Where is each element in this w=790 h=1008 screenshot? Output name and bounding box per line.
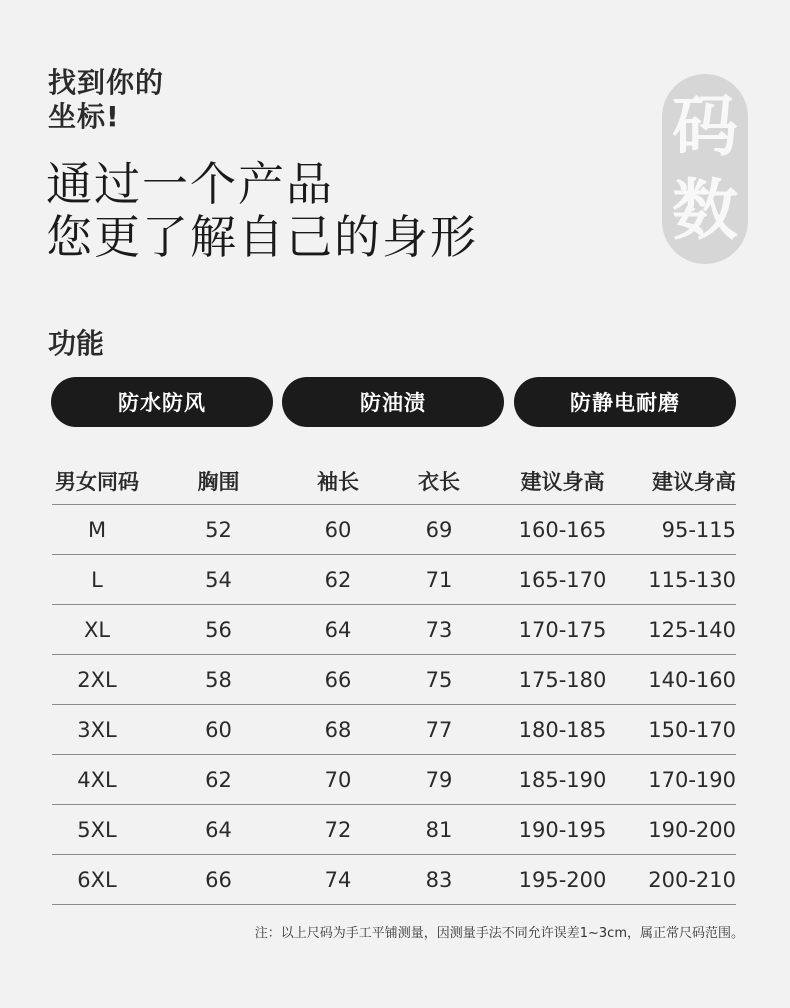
cell-size: 3XL: [77, 717, 117, 742]
intro-heading-line2: 坐标!: [48, 100, 120, 133]
feature-pill-antistatic: 防静电耐磨: [514, 377, 736, 427]
cell-height: 160-165: [518, 517, 607, 542]
size-badge-char1: 码: [672, 88, 738, 165]
features-title: 功能: [48, 327, 105, 360]
cell-length: 77: [425, 717, 453, 742]
cell-size: XL: [83, 617, 111, 642]
size-badge-char2: 数: [672, 172, 738, 249]
headline-line2: 您更了解自己的身形: [46, 210, 478, 264]
cell-sleeve: 60: [324, 517, 352, 542]
cell-sleeve: 66: [324, 667, 352, 692]
headline: [46, 158, 478, 264]
header-length: 衣长: [418, 470, 460, 494]
cell-height: 170-175: [518, 617, 607, 642]
cell-sleeve: 64: [324, 617, 352, 642]
cell-length: 75: [425, 667, 453, 692]
cell-height: 180-185: [518, 717, 607, 742]
cell-chest: 54: [205, 567, 232, 592]
table-row: [52, 804, 736, 854]
feature-pill-waterproof: 防水防风: [51, 377, 273, 427]
cell-chest: 58: [205, 667, 232, 692]
cell-size: 2XL: [77, 667, 117, 692]
table-row: [52, 704, 736, 754]
cell-size: 6XL: [77, 867, 117, 892]
cell-size: 4XL: [77, 767, 117, 792]
cell-chest: 64: [205, 817, 232, 842]
cell-chest: 60: [205, 717, 232, 742]
table-row: [52, 604, 736, 654]
cell-sleeve: 72: [324, 817, 352, 842]
cell-sleeve: 74: [324, 867, 352, 892]
intro-heading-line1: 找到你的: [48, 66, 165, 99]
header-size: 男女同码: [55, 470, 139, 494]
cell-length: 83: [425, 867, 453, 892]
cell-height-2: 115-130: [648, 567, 736, 592]
cell-height-2: 170-190: [648, 767, 736, 792]
cell-sleeve: 62: [324, 567, 352, 592]
cell-height-2: 200-210: [648, 867, 736, 892]
cell-height-2: 125-140: [648, 617, 736, 642]
header-chest: 胸围: [197, 470, 240, 494]
cell-height: 175-180: [518, 667, 607, 692]
intro-heading: [48, 66, 164, 134]
table-header: [52, 458, 736, 504]
table-row: [52, 554, 736, 604]
cell-size: L: [91, 567, 103, 592]
header-sleeve: 袖长: [317, 470, 359, 494]
header-height-2: 建议身高: [652, 470, 736, 494]
table-row: [52, 854, 736, 905]
cell-height-2: 190-200: [648, 817, 736, 842]
header-height: 建议身高: [520, 470, 605, 494]
cell-height-2: 95-115: [661, 517, 736, 542]
cell-height: 195-200: [518, 867, 607, 892]
cell-height: 185-190: [518, 767, 607, 792]
cell-length: 73: [425, 617, 453, 642]
cell-chest: 62: [205, 767, 232, 792]
cell-length: 79: [425, 767, 453, 792]
cell-sleeve: 70: [324, 767, 352, 792]
table-row: [52, 504, 736, 554]
measurement-note: 注：以上尺码为手工平铺测量，因测量手法不同允许误差1~3cm，属正常尺码范围。: [254, 926, 744, 941]
cell-height: 190-195: [518, 817, 607, 842]
cell-chest: 52: [205, 517, 232, 542]
cell-length: 69: [425, 517, 453, 542]
cell-length: 71: [425, 567, 453, 592]
cell-height-2: 150-170: [648, 717, 736, 742]
cell-size: M: [87, 517, 107, 542]
cell-height: 165-170: [518, 567, 607, 592]
table-row: [52, 654, 736, 704]
cell-chest: 56: [205, 617, 232, 642]
cell-sleeve: 68: [324, 717, 352, 742]
table-body: [52, 504, 736, 905]
cell-chest: 66: [205, 867, 232, 892]
feature-pill-oil-resistant: 防油渍: [282, 377, 504, 427]
table-row: [52, 754, 736, 804]
size-table: [52, 458, 736, 905]
headline-line1: 通过一个产品: [46, 157, 334, 211]
cell-length: 81: [425, 817, 453, 842]
cell-height-2: 140-160: [648, 667, 736, 692]
size-badge: [662, 74, 748, 264]
cell-size: 5XL: [77, 817, 117, 842]
